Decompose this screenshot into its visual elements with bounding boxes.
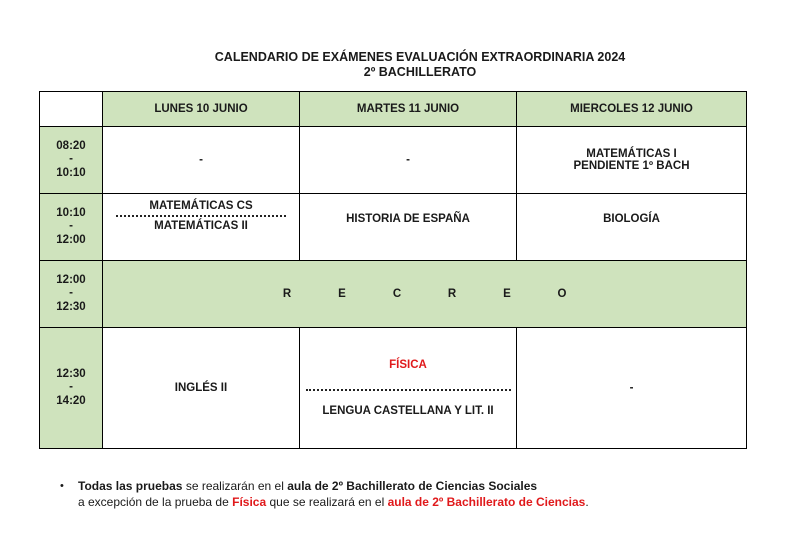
- exam-cell: BIOLOGÍA: [517, 194, 747, 261]
- exam-cell: MATEMÁTICAS I PENDIENTE 1º BACH: [517, 127, 747, 194]
- day-header-monday: LUNES 10 JUNIO: [103, 92, 300, 127]
- table-row: [40, 127, 747, 194]
- time-slot-3: 12:00 - 12:30: [40, 261, 103, 328]
- note-line-1: Todas las pruebas se realizarán en el aula de 2º Bachillerato de Ciencias Sociales: [78, 479, 538, 493]
- day-header-tuesday: MARTES 11 JUNIO: [300, 92, 517, 127]
- time-slot-4: 12:30 - 14:20: [40, 328, 103, 449]
- exam-cell: -: [103, 127, 300, 194]
- exam-cell: HISTORIA DE ESPAÑA: [300, 194, 517, 261]
- time-slot-2: 10:10 - 12:00: [40, 194, 103, 261]
- note-line-2: a excepción de la prueba de Física que se realizará en el aula de 2º Bachillerato de Ciencias.: [78, 495, 589, 509]
- corner-cell: [40, 92, 103, 127]
- divider: [306, 389, 511, 391]
- table-row: [40, 194, 747, 261]
- exam-cell: FÍSICA LENGUA CASTELLANA Y LIT. II: [300, 328, 517, 449]
- header-row: [40, 92, 747, 127]
- time-slot-1: 08:20 - 10:10: [40, 127, 103, 194]
- exam-schedule-table: [39, 91, 747, 449]
- divider: [116, 215, 286, 217]
- table-row: [40, 328, 747, 449]
- exam-cell: MATEMÁTICAS CS MATEMÁTICAS II: [103, 194, 300, 261]
- bullet-icon: •: [60, 480, 64, 492]
- break-cell: R E C R E O: [103, 261, 747, 328]
- exam-cell: INGLÉS II: [103, 328, 300, 449]
- day-header-wednesday: MIERCOLES 12 JUNIO: [517, 92, 747, 127]
- exam-cell: -: [300, 127, 517, 194]
- exam-cell: -: [517, 328, 747, 449]
- page-subtitle: 2º BACHILLERATO: [363, 65, 477, 79]
- page-title: CALENDARIO DE EXÁMENES EVALUACIÓN EXTRAORDINARIA 2024: [214, 50, 626, 64]
- recreo-row: [40, 261, 747, 328]
